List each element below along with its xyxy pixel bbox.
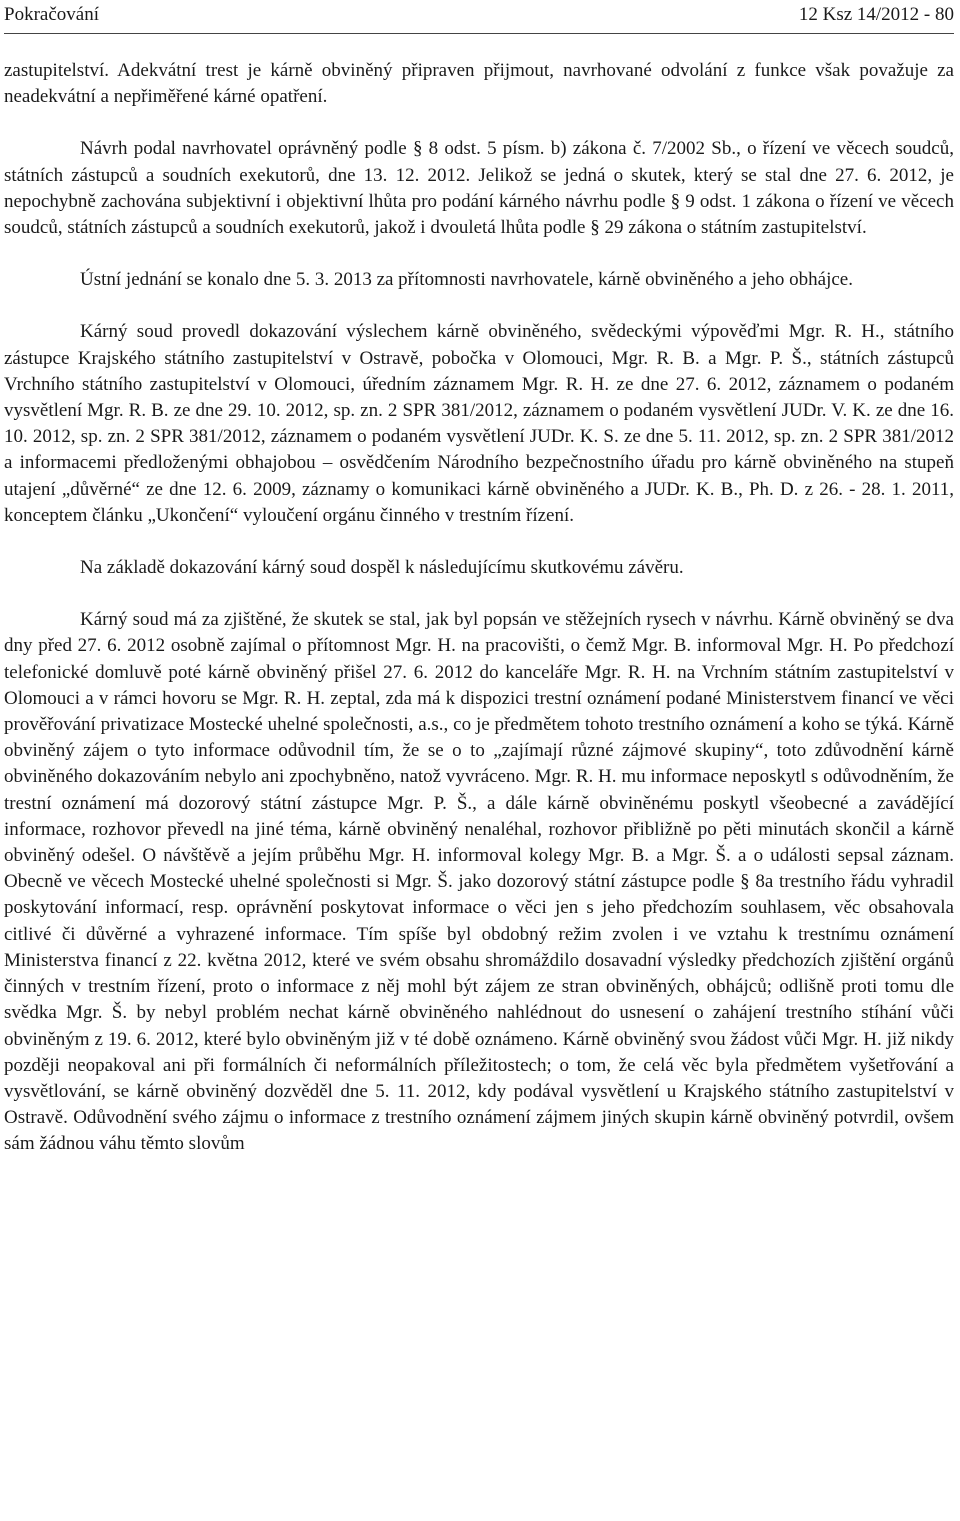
paragraph-findings: Kárný soud má za zjištěné, že skutek se stal, jak byl popsán ve stěžejních rysech v návrhu. Kárně obviněný se dva dny před 27. 6. 2012 osobně zajímal o přítomnost Mgr. H. na pracovišti, o čemž Mgr. B. informoval Mgr. H. Po předchozí telefonické domluvě poté kárně obviněný přišel 27. 6. 2012 do kanceláře Mgr. R. H. na Vrchním státním zastupitelství v Olomouci a v rámci hovoru se Mgr. R. H. zeptal, zda má k dispozici trestní oznámení podané Ministerstvem financí ve věci prověřování privatizace Mostecké uhelné společnosti, a.s., co je předmětem tohoto trestního oznámení a koho se týká. Kárně obviněný zájem o tyto informace odůvodnil tím, že se o to „zajímají různé zájmové skupiny“, toto zdůvodnění kárně obviněného dokazováním nebylo ani zpochybněno, natož vyvráceno. Mgr. R. H. mu informace neposkytl s odůvodněním, že trestní oznámení má dozorový státní zástupce Mgr. P. Š., a dále kárně obviněnému poskytl všeobecné a zavádějící informace, rozhovor převedl na jiné téma, kárně obviněný nenaléhal, rozhovor přibližně po pěti minutách skončil a kárně obviněný odešel. O návštěvě a jejím průběhu Mgr. H. informoval kolegy Mgr. B. a Mgr. Š. a o události sepsal záznam. Obecně ve věcech Mostecké uhelné společnosti si Mgr. Š. jako dozorový státní zástupce podle § 8a trestního řádu vyhradil poskytování informací, resp. oprávnění poskytovat informace o věci jen s jeho předchozím souhlasem, věc obsahovala citlivé či důvěrné a vyhrazené informace. Tím spíše byl obdobný režim zvolen i ve vztahu k trestnímu oznámení Ministerstva financí z 22. května 2012, které ve svém obsahu shromáždilo dosavadní výsledky předchozích zjištění orgánů činných v trestním řízení, proto o informace z něj mohl být zájem ze stran obviněných, obhájců; odlišně proti tomu dle svědka Mgr. Š. by nebyl problém nechat kárně obviněného nahlédnout do usnesení o zahájení trestního stíhání vůči obviněným z 19. 6. 2012, které bylo obviněným již v té době oznámeno. Kárně obviněný svou žádost vůči Mgr. H. již nikdy později neopakoval ani při formálních či neformálních příležitostech; o tom, že celá věc byla předmětem vyšetřování a vysvětlování, se kárně obviněný dozvěděl dne 5. 11. 2012, kdy podával vysvětlení u Krajského státního zastupitelství v Ostravě. Odůvodnění svého zájmu o informace z trestního oznámení zájmem jiných skupin kárně obviněný potvrdil, ovšem sám žádnou váhu těmto slovům — [4, 609, 954, 1155]
paragraph-gap — [4, 581, 954, 607]
header-rule — [4, 33, 954, 34]
paragraph-continuation: zastupitelství. Adekvátní trest je kárně obviněný připraven přijmout, navrhované odvolání z funkce však považuje za neadekvátní a nepřiměřené kárné opatření. — [4, 60, 954, 108]
document-body — [4, 58, 954, 1158]
paragraph-proposal: Návrh podal navrhovatel oprávněný podle § 8 odst. 5 písm. b) zákona č. 7/2002 Sb., o řízení ve věcech soudců, státních zástupců a soudních exekutorů, dne 13. 12. 2012. Jelikož se jedná o skutek, který se stal dne 27. 6. 2012, je nepochybně zachována subjektivní i objektivní lhůta pro podání kárného návrhu podle § 9 odst. 1 zákona o řízení ve věcech soudců, státních zástupců a soudních exekutorů, jakož i dvouletá lhůta podle § 29 zákona o státním zastupitelství. — [4, 138, 954, 239]
paragraph-gap — [4, 110, 954, 136]
paragraph-hearing: Ústní jednání se konalo dne 5. 3. 2013 za přítomnosti navrhovatele, kárně obviněného a jeho obhájce. — [80, 269, 853, 291]
header-case-number: 12 Ksz 14/2012 - 80 — [798, 4, 954, 25]
paragraph-conclusion-intro: Na základě dokazování kárný soud dospěl k následujícímu skutkovému závěru. — [80, 557, 684, 579]
paragraph-gap — [4, 529, 954, 555]
header-continuation-label: Pokračování — [4, 4, 99, 25]
paragraph-gap — [4, 241, 954, 267]
paragraph-gap — [4, 293, 954, 319]
page-header — [4, 4, 954, 30]
paragraph-evidence: Kárný soud provedl dokazování výslechem kárně obviněného, svědeckými výpověďmi Mgr. R. H., státního zástupce Krajského státního zastupitelství v Ostravě, pobočka v Olomouci, Mgr. R. B. a Mgr. P. Š., státních zástupců Vrchního státního zastupitelství v Olomouci, úředním záznamem Mgr. R. H. ze dne 27. 6. 2012, záznamem o podaném vysvětlení Mgr. R. B. ze dne 29. 10. 2012, sp. zn. 2 SPR 381/2012, záznamem o podaném vysvětlení JUDr. V. K. ze dne 16. 10. 2012, sp. zn. 2 SPR 381/2012, záznamem o podaném vysvětlení JUDr. K. S. ze dne 5. 11. 2012, sp. zn. 2 SPR 381/2012 a informacemi předloženými obhajobou – osvědčením Národního bezpečnostního úřadu pro kárně obviněného na stupeň utajení „důvěrné“ ze dne 12. 6. 2009, záznamy o komunikaci kárně obviněného a JUDr. K. B., Ph. D. z 26. - 28. 1. 2011, konceptem článku „Ukončení“ vyloučení orgánu činného v trestním řízení. — [4, 321, 954, 526]
